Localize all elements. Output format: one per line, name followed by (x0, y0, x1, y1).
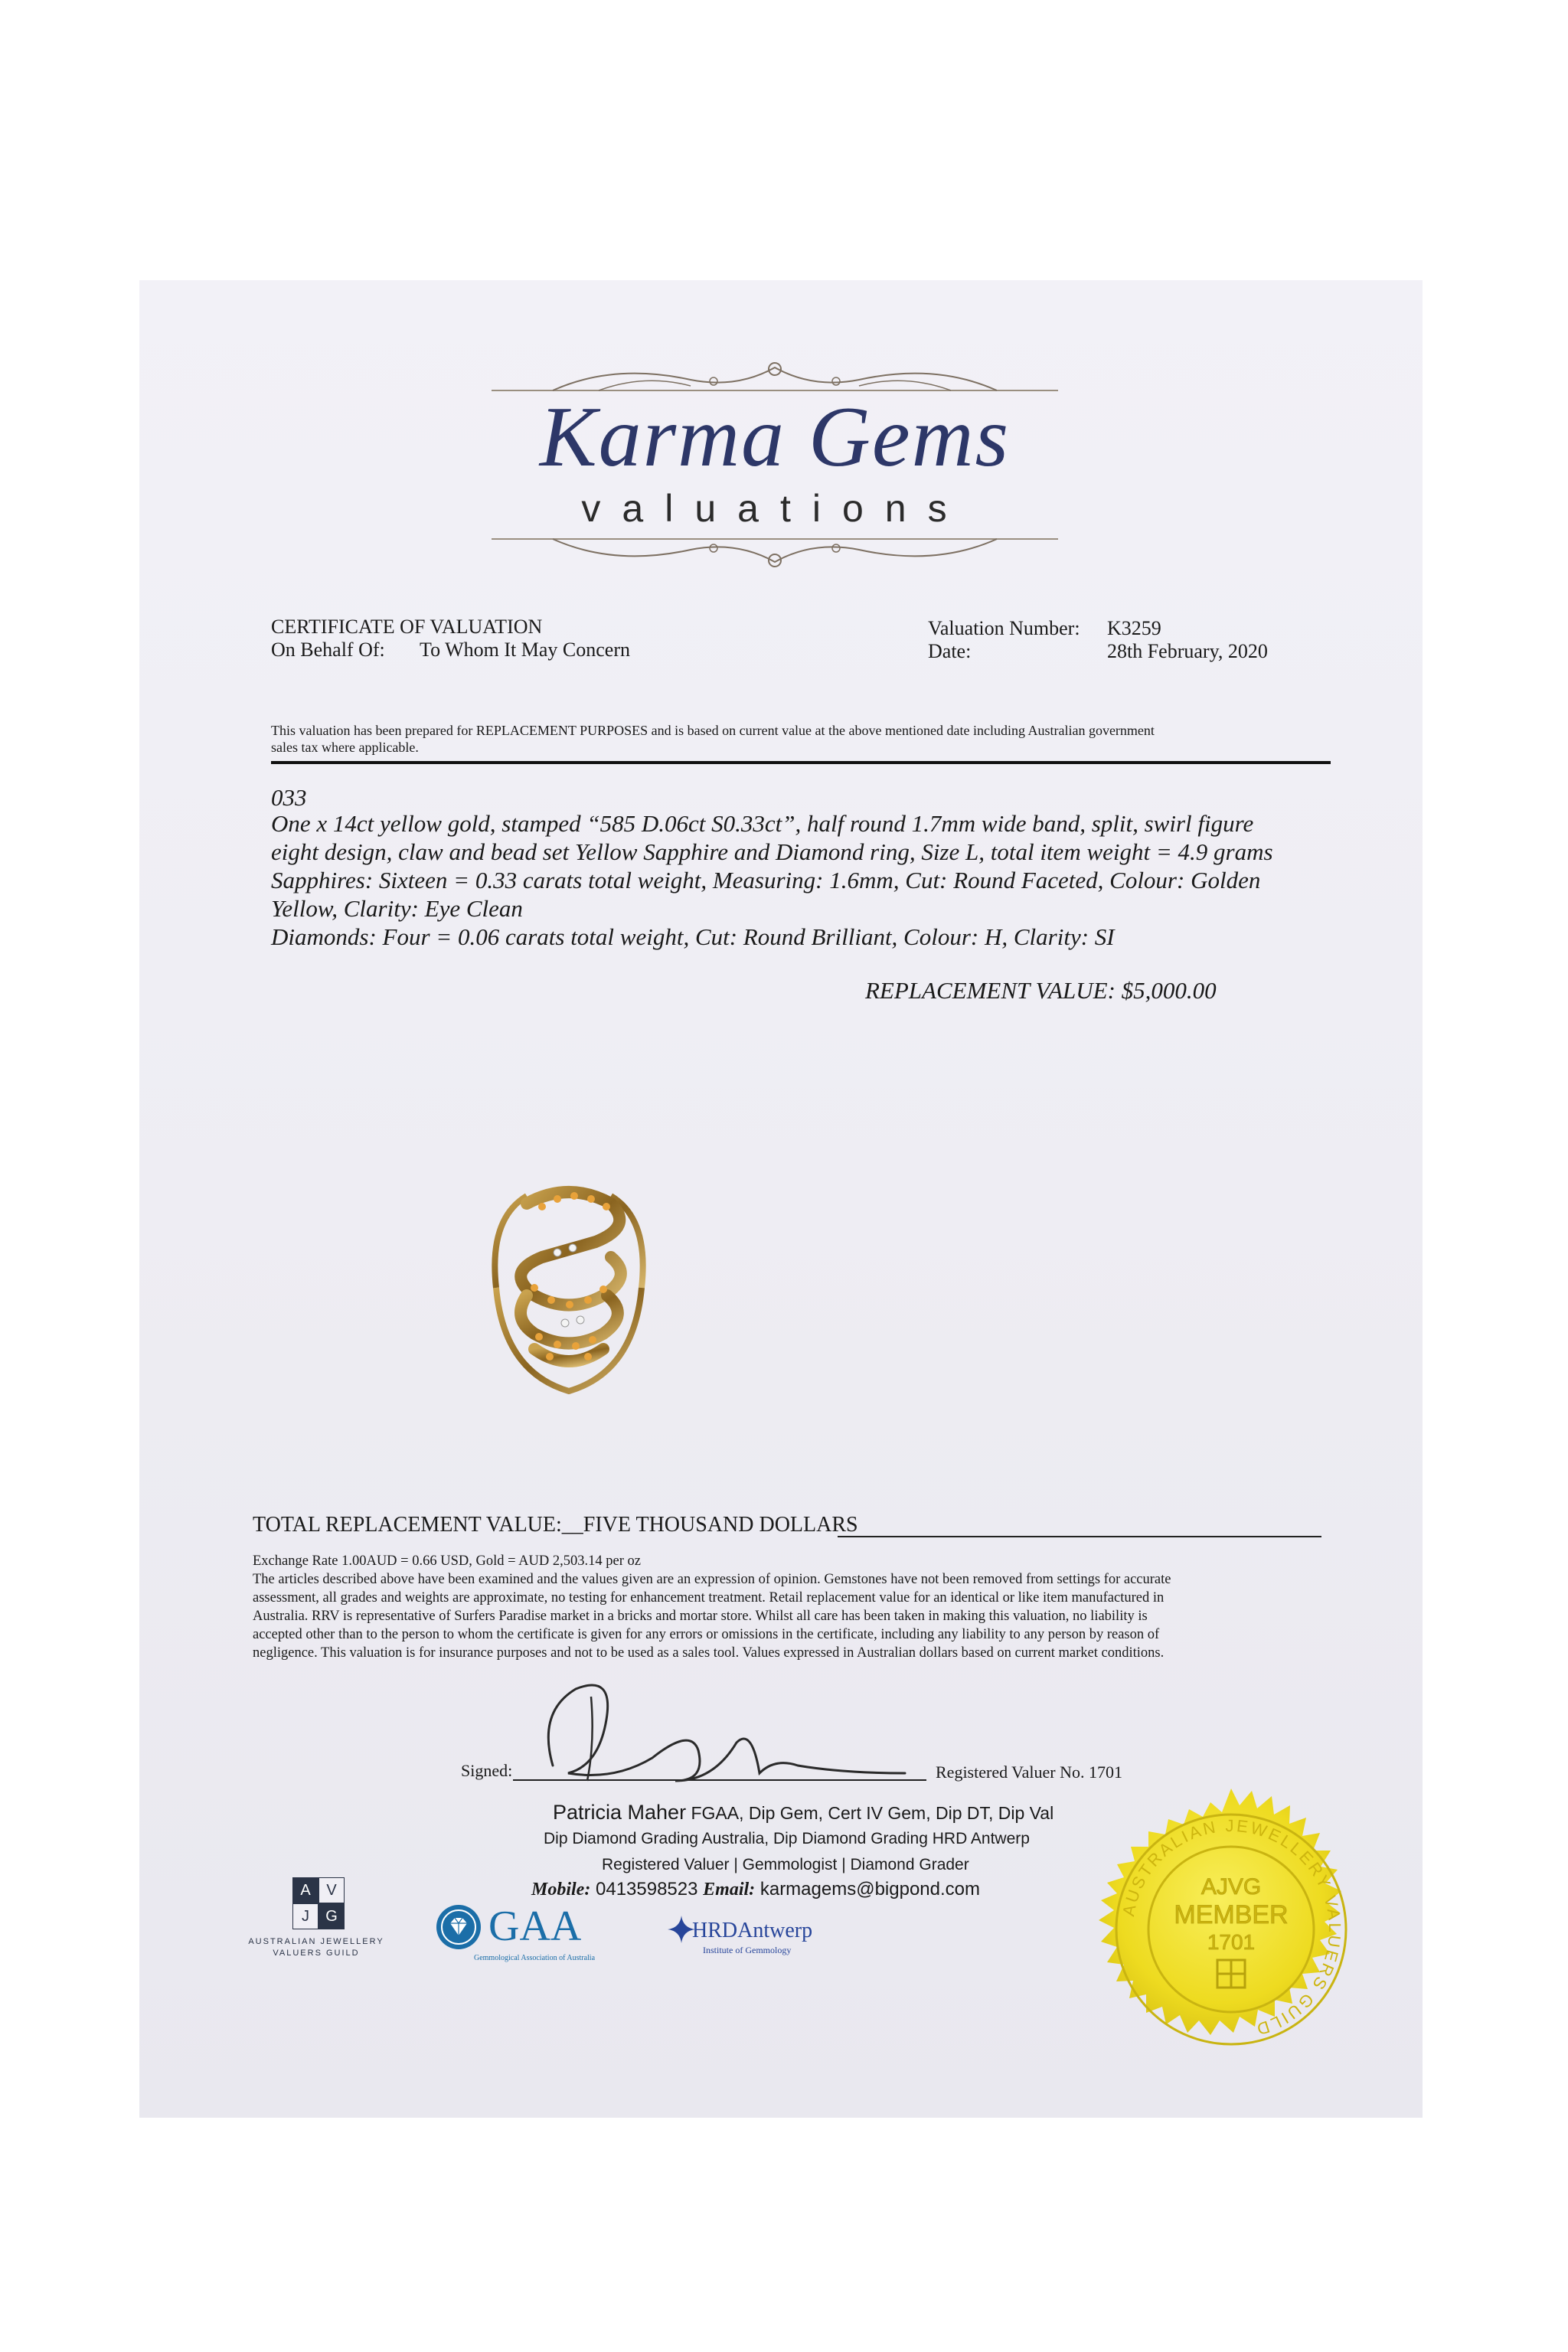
item-line-1: One x 14ct yellow gold, stamped “585 D.06ct S0.33ct”, half round 1.7mm wide band, split, swirl figure (271, 810, 1254, 837)
seal-ring-text: AUSTRALIAN JEWELLERY VALUERS GUILD (1119, 1815, 1345, 2040)
email-label: Email: (703, 1880, 756, 1900)
gaa-sub: Gemmological Association of Australia (473, 1954, 596, 1962)
ajvg-line-1: AUSTRALIAN JEWELLERY (248, 1937, 384, 1946)
item-line-3: Sapphires: Sixteen = 0.33 carats total weight, Measuring: 1.6mm, Cut: Round Faceted, Colour: Golden (271, 867, 1261, 893)
purpose-note-line-1: This valuation has been prepared for REPLACEMENT PURPOSES and is based on current value at the above mentioned date including Australian government (271, 723, 1155, 738)
gaa-logo (435, 1903, 634, 1965)
valuer-quals-1: FGAA, Dip Gem, Cert IV Gem, Dip DT, Dip Val (691, 1803, 1054, 1823)
disclaimer-line-5: accepted other than to the person to whom the certificate is given for any errors or omissions in the certificate, including any liability to any person by reason of (253, 1627, 1160, 1642)
mobile-value: 0413598523 (596, 1879, 698, 1900)
item-line-5: Diamonds: Four = 0.06 carats total weight, Cut: Round Brilliant, Colour: H, Clarity: SI (271, 923, 1115, 950)
disclaimer-line-4: Australia. RRV is representative of Surfers Paradise market in a bricks and mortar store. Whilst all care has been taken in making this valuation, no liability is (253, 1609, 1148, 1624)
ring-icon (481, 1173, 657, 1403)
ajvg-member-seal (1087, 1785, 1375, 2073)
seal-line-1: AJVG (1200, 1874, 1262, 1900)
email-value: karmagems@bigpond.com (760, 1879, 980, 1900)
gold-seal-icon (1087, 1785, 1375, 2073)
ornament-bottom-icon (461, 527, 1089, 573)
ajvg-tile-v: V (318, 1877, 345, 1903)
disclaimer-line-2: The articles described above have been examined and the values given are an expression of opinion. Gemstones have not been removed from settings for accurate (253, 1572, 1171, 1587)
diamond-badge-icon (435, 1903, 482, 1951)
divider-rule (271, 761, 1331, 764)
ajvg-tile-g: G (318, 1903, 345, 1929)
ajvg-tile-j: J (292, 1903, 318, 1929)
purpose-note-line-2: sales tax where applicable. (271, 740, 419, 755)
date-value: 28th February, 2020 (1107, 640, 1268, 662)
certificate-title: CERTIFICATE OF VALUATION (271, 616, 543, 638)
valuer-name: Patricia Maher (553, 1801, 687, 1824)
item-line-2: eight design, claw and bead set Yellow Sapphire and Diamond ring, Size L, total item weight = 4.9 grams (271, 838, 1273, 865)
hrd-antwerp-logo (668, 1916, 867, 1962)
disclaimer-line-1: Exchange Rate 1.00AUD = 0.66 USD, Gold = AUD 2,503.14 per oz (253, 1553, 641, 1569)
registered-valuer-number: Registered Valuer No. 1701 (936, 1762, 1122, 1782)
signed-label: Signed: (461, 1761, 513, 1780)
total-replacement-value: TOTAL REPLACEMENT VALUE:__FIVE THOUSAND DOLLARS (253, 1513, 858, 1537)
hrd-sub: Institute of Gemmology (703, 1945, 792, 1955)
hrd-name: HRDAntwerp (692, 1919, 813, 1942)
karma-gems-logo (461, 357, 1089, 571)
replacement-value: REPLACEMENT VALUE: $5,000.00 (865, 977, 1217, 1004)
item-number: 033 (271, 784, 307, 811)
disclaimer-line-3: assessment, all grades and weights are approximate, no testing for enhancement treatment. Retail replacement value for an identical or like item manufactured in (253, 1590, 1165, 1606)
ajvg-tile-a: A (292, 1877, 318, 1903)
valuer-name-line (553, 1801, 1054, 1824)
mobile-label: Mobile: (531, 1880, 591, 1900)
disclaimer-line-6: negligence. This valuation is for insurance purposes and not to be used as a sales tool. Values expressed in Australian dollars based on current market conditions. (253, 1645, 1165, 1661)
total-underline (838, 1536, 1321, 1537)
handwritten-signature-icon (522, 1666, 920, 1788)
valuer-contact (531, 1879, 980, 1900)
date-label: Date: (928, 640, 972, 662)
item-line-4: Yellow, Clarity: Eye Clean (271, 895, 523, 922)
seal-line-3: 1701 (1207, 1930, 1256, 1954)
on-behalf-label: On Behalf Of: (271, 639, 385, 661)
certificate-sheet (139, 280, 1423, 2118)
gaa-name: GAA (488, 1903, 582, 1950)
valuation-number-value: K3259 (1107, 617, 1161, 639)
sparkle-star-icon (668, 1916, 695, 1943)
valuer-roles: Registered Valuer | Gemmologist | Diamond Grader (602, 1856, 969, 1873)
ajvg-line-2: VALUERS GUILD (273, 1949, 360, 1958)
on-behalf-value: To Whom It May Concern (420, 639, 630, 661)
ajvg-tile-grid (292, 1877, 345, 1929)
brand-subtitle: valuations (581, 487, 969, 530)
ajvg-logo (228, 1877, 404, 1962)
seal-line-2: MEMBER (1174, 1900, 1289, 1929)
brand-script-name: Karma Gems (539, 390, 1011, 485)
valuation-number-label: Valuation Number: (928, 617, 1080, 639)
ring-photo (481, 1173, 657, 1403)
valuer-quals-2: Dip Diamond Grading Australia, Dip Diamond Grading HRD Antwerp (544, 1830, 1030, 1847)
